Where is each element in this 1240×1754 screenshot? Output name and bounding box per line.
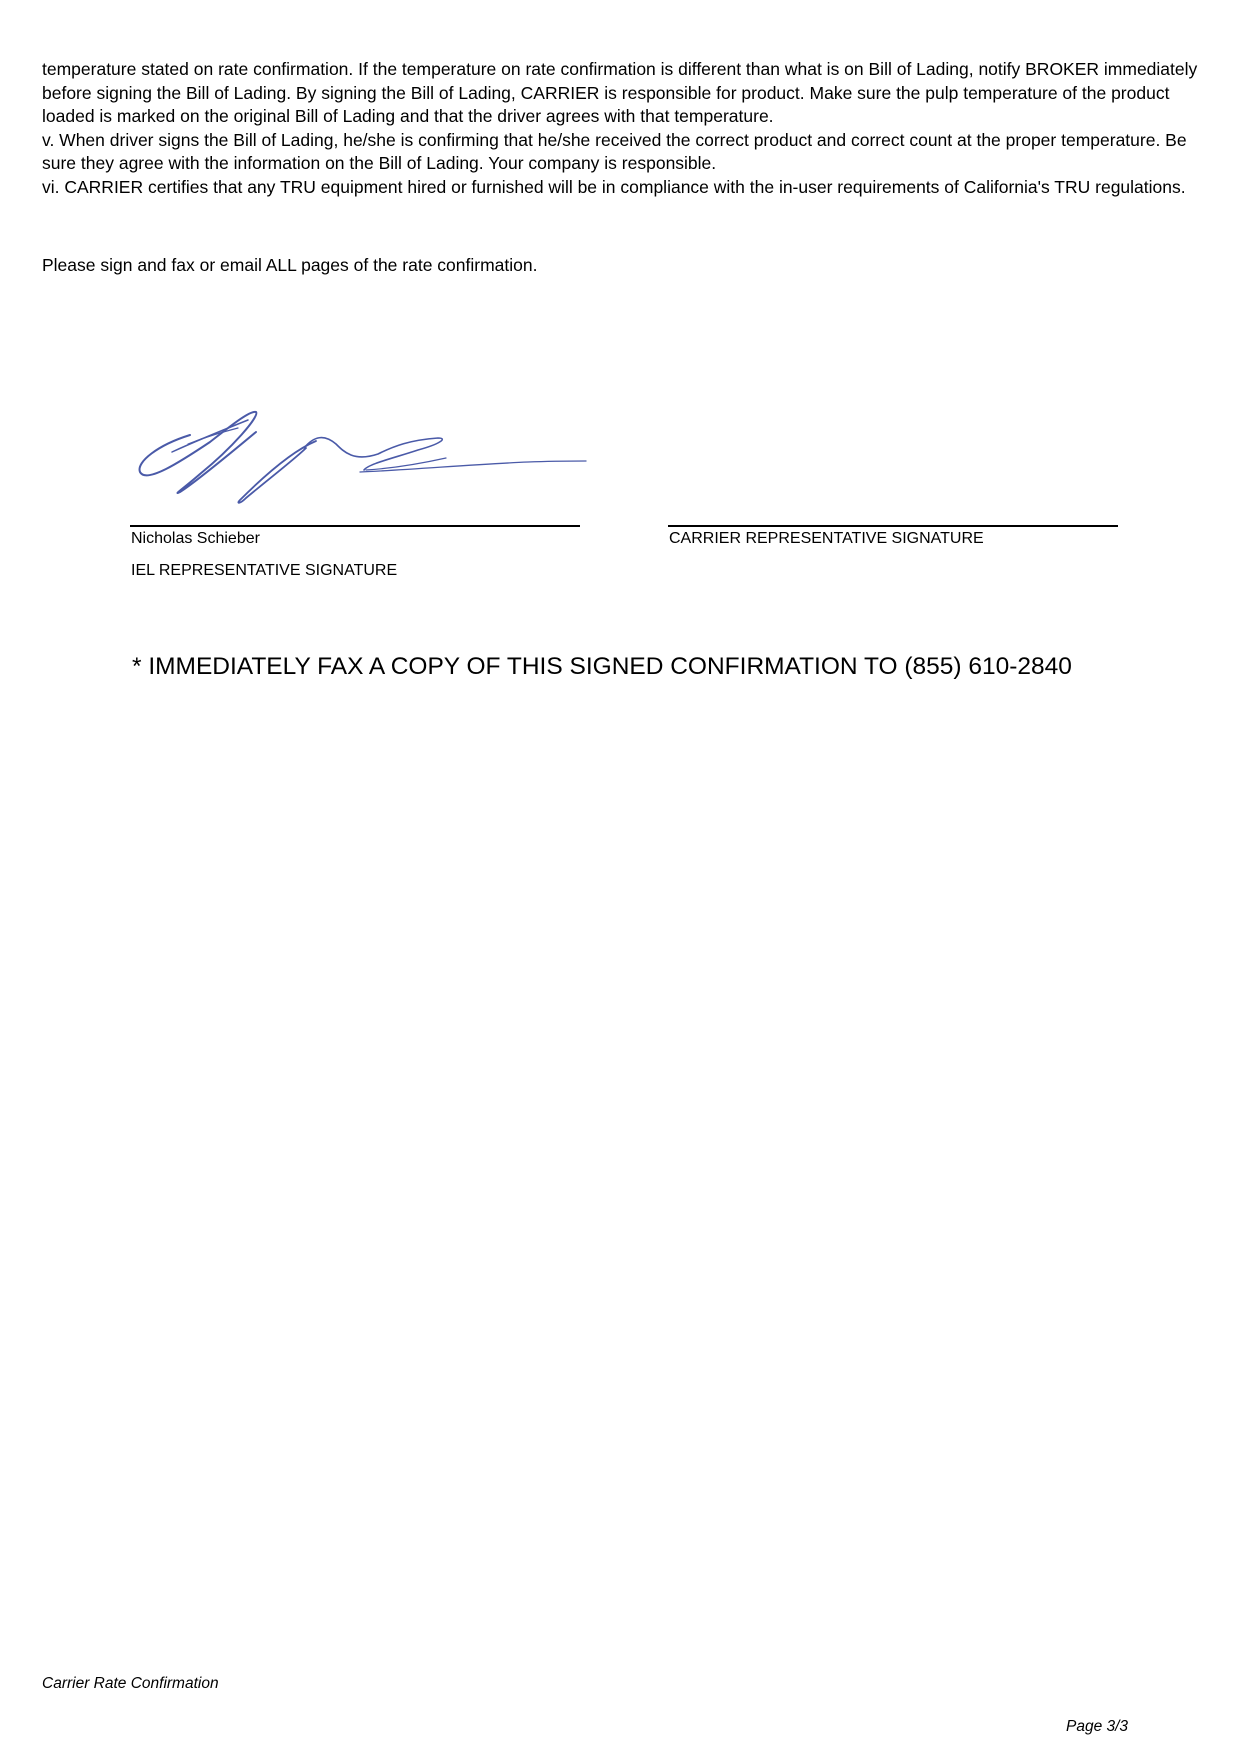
handwritten-signature-image — [128, 400, 588, 510]
footer-document-title: Carrier Rate Confirmation — [42, 1675, 219, 1692]
terms-text — [42, 58, 1202, 199]
carrier-signature-line — [668, 525, 1118, 527]
iel-signature-label: IEL REPRESENTATIVE SIGNATURE — [131, 562, 398, 579]
terms-paragraph-v: v. When driver signs the Bill of Lading, he/she is confirming that he/she received the correct product and correct count at the proper temperature. Be sure they agree with the information on the Bill of Lading. Your company is responsible. — [42, 129, 1187, 173]
signer-name: Nicholas Schieber — [131, 530, 260, 547]
fax-notice: * IMMEDIATELY FAX A COPY OF THIS SIGNED CONFIRMATION TO (855) 610-2840 — [132, 653, 1072, 680]
terms-paragraph-vi: vi. CARRIER certifies that any TRU equipment hired or furnished will be in compliance with the in-user requirements of California's TRU regulations. — [42, 176, 1186, 197]
sign-instruction: Please sign and fax or email ALL pages of the rate confirmation. — [42, 255, 538, 275]
carrier-signature-label: CARRIER REPRESENTATIVE SIGNATURE — [669, 530, 984, 547]
terms-paragraph-temperature: temperature stated on rate confirmation. If the temperature on rate confirmation is different than what is on Bill of Lading, notify BROKER immediately before signing the Bill of Lading. By signing the Bill of Lading, CARRIER is responsible for product. Make sure the pulp temperature of the product loaded is marked on the original Bill of Lading and that the driver agrees with that temperature. — [42, 59, 1198, 126]
iel-signature-line — [130, 525, 580, 527]
page-number: Page 3/3 — [1066, 1718, 1129, 1735]
